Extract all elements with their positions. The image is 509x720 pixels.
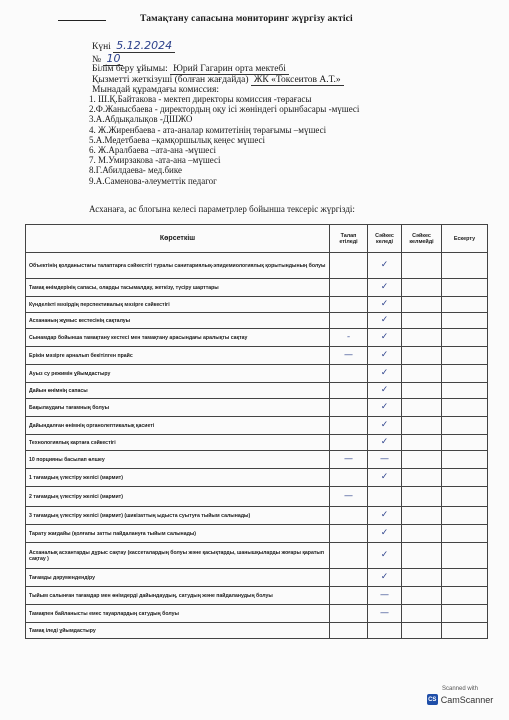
header-note: Ескерту [442,225,488,253]
row-required-cell [330,451,368,469]
row-required-cell [330,347,368,365]
row-compliant-cell [368,297,402,313]
row-note-cell [442,347,488,365]
row-compliant-cell [368,329,402,347]
row-indicator: Технологиялық картаға сәйкестігі [26,435,330,451]
compliant-mark: ✓ [380,385,389,395]
row-required-cell [330,399,368,417]
table-row [26,451,488,469]
row-noncompliant-cell [402,451,442,469]
row-note-cell [442,383,488,399]
row-indicator: Дайындалған өнімнің органолептикалық қасиеті [26,417,330,435]
table-row [26,469,488,487]
header-indicator: Көрсеткіш [26,225,330,253]
table-row [26,605,488,623]
row-compliant-cell [368,383,402,399]
commission-heading: Мынадай құрамдағы комиссия: [92,85,220,95]
compliant-mark: ✓ [380,472,389,482]
number-value: 10 [103,52,123,66]
compliant-mark: — [380,454,389,464]
row-required-cell [330,569,368,587]
row-note-cell [442,329,488,347]
row-note-cell [442,507,488,525]
school-label: Білім беру ұйымы: [92,64,168,74]
row-compliant-cell [368,525,402,543]
row-noncompliant-cell [402,623,442,639]
row-note-cell [442,525,488,543]
row-required-cell [330,279,368,297]
row-required-cell [330,623,368,639]
table-row [26,435,488,451]
row-required-cell [330,417,368,435]
top-rule [58,20,106,21]
row-required-cell [330,507,368,525]
row-noncompliant-cell [402,605,442,623]
row-required-cell [330,329,368,347]
row-noncompliant-cell [402,399,442,417]
supplier-line [92,75,344,85]
row-required-cell [330,297,368,313]
row-noncompliant-cell [402,253,442,279]
row-noncompliant-cell [402,487,442,507]
watermark-caption: Scanned with [441,686,479,692]
row-indicator: Бақылаудағы тағамның болуы [26,399,330,417]
compliant-mark: ✓ [380,368,389,378]
row-note-cell [442,313,488,329]
compliant-mark: ✓ [380,437,389,447]
row-compliant-cell [368,487,402,507]
commission-members [89,94,359,186]
compliant-mark: ✓ [380,299,389,309]
row-compliant-cell [368,417,402,435]
table-row [26,279,488,297]
row-compliant-cell [368,543,402,569]
school-value: Юрий Гагарин орта мектебі [170,64,289,75]
date-value: 5.12.2024 [113,39,175,53]
member-item: 6. Ж.Аралбаева –ата-ана -мүшесі [89,145,217,156]
required-mark: - [346,332,351,342]
row-compliant-cell [368,347,402,365]
date-label: Күні [92,42,111,52]
row-compliant-cell [368,451,402,469]
camscanner-watermark [424,686,496,705]
row-noncompliant-cell [402,313,442,329]
table-body [26,253,488,639]
row-compliant-cell [368,365,402,383]
member-item: 8.Г.Абилдаева- мед.бике [89,165,182,176]
supplier-value: ЖК «Токсеитов А.Т.» [251,75,344,86]
row-noncompliant-cell [402,279,442,297]
row-required-cell [330,525,368,543]
row-noncompliant-cell [402,297,442,313]
row-indicator: Тағамды дәрумендендіру [26,569,330,587]
row-note-cell [442,543,488,569]
row-noncompliant-cell [402,417,442,435]
row-indicator: 2 тағамдың үлестіру желісі (мармит) [26,487,330,507]
row-note-cell [442,469,488,487]
compliant-mark: ✓ [380,510,389,520]
row-required-cell [330,365,368,383]
row-note-cell [442,435,488,451]
compliant-mark: ✓ [380,332,389,342]
watermark-name: CamScanner [440,694,494,705]
row-note-cell [442,569,488,587]
row-indicator: 1 тағамдың үлестіру желісі (мармит) [26,469,330,487]
compliant-mark: ✓ [380,282,389,292]
row-indicator: Сынамдар бойынша тамақтану кестесі мен тамақтану арасындағы аралықты сақтау [26,329,330,347]
watermark-brand [424,694,496,705]
row-indicator: 10 порцияны басылап өлшеу [26,451,330,469]
member-item: 2.Ф.Жаныcбаева - директордың оқу ісі жөніндегі орынбасары -мүшесі [89,104,360,115]
row-compliant-cell [368,587,402,605]
table-header-row [26,225,488,253]
table-row [26,297,488,313]
row-note-cell [442,417,488,435]
row-compliant-cell [368,623,402,639]
table-row [26,365,488,383]
compliant-mark: ✓ [380,550,389,560]
table-row [26,329,488,347]
supplier-label: Қызметті жеткізуші (болған жағдайда) [92,75,249,85]
row-indicator: Ауыз су режимін ұйымдастыру [26,365,330,383]
header-required: Талап етіледі [330,225,368,253]
row-required-cell [330,469,368,487]
member-item: 7. М.Умирзакова -ата-ана –мүшесі [89,155,221,166]
row-compliant-cell [368,605,402,623]
row-compliant-cell [368,313,402,329]
school-line [92,64,289,74]
row-noncompliant-cell [402,569,442,587]
header-compliant: Сәйкес келеді [368,225,402,253]
row-note-cell [442,623,488,639]
row-compliant-cell [368,469,402,487]
table-row [26,623,488,639]
table-row [26,313,488,329]
row-required-cell [330,383,368,399]
row-indicator: Тыйым салынған тағамдар мен өнімдерді дайындаудың, сатудың және пайдаланудың болуы [26,587,330,605]
row-noncompliant-cell [402,507,442,525]
row-compliant-cell [368,399,402,417]
row-indicator: Тарату жағдайы (қолғапы затты пайдалануға тыйым салынады) [26,525,330,543]
member-item: 3.А.Абдықалықов -ДШЖО [89,114,193,125]
row-indicator: Дайын өнімнің сапасы [26,383,330,399]
member-item: 5.А.Медетбаева –қамқоршылық кеңес мүшесі [89,134,266,145]
row-note-cell [442,587,488,605]
monitoring-table [25,224,488,639]
row-indicator: Тамақпен байланысты емес тауарлардың сатудың болуы [26,605,330,623]
camscanner-logo-icon: CS [427,694,438,705]
row-noncompliant-cell [402,365,442,383]
intro-text: Асханаға, ас блогына келесі параметрлер бойынша тексеріс жүргізді: [89,204,355,214]
row-indicator: Тамақ іледі ұйымдастыру [26,623,330,639]
row-note-cell [442,253,488,279]
table-row [26,383,488,399]
row-noncompliant-cell [402,469,442,487]
required-mark: — [344,350,353,360]
compliant-mark: ✓ [380,315,389,325]
compliant-mark: ✓ [380,402,389,412]
number-label: № [92,55,102,65]
table-row [26,399,488,417]
row-noncompliant-cell [402,587,442,605]
row-indicator: Асханалық асхантарды дұрыс сақтау (кассеталардың болуы және қасықтарды, шанышқыларды жоғары қаратып сақтау ) [26,543,330,569]
row-note-cell [442,605,488,623]
row-noncompliant-cell [402,347,442,365]
row-required-cell [330,605,368,623]
compliant-mark: — [380,590,389,600]
member-item: 1. Ш.Қ.Байтакова - мектеп директоры комиссия -төрағасы [89,94,312,104]
table-row [26,507,488,525]
row-indicator: Асхананың жұмыс кестесінің сақталуы [26,313,330,329]
table-row [26,253,488,279]
row-note-cell [442,487,488,507]
member-item: 9.А.Саменова-әлеуметтік педагог [89,175,217,186]
table-row [26,543,488,569]
document-title: Тамақтану сапасына мониторинг жүргізу актісі [140,13,353,24]
row-noncompliant-cell [402,435,442,451]
table-row [26,417,488,435]
row-noncompliant-cell [402,525,442,543]
row-note-cell [442,279,488,297]
row-note-cell [442,297,488,313]
compliant-mark: ✓ [380,420,389,430]
row-indicator: 3 тағамдың үлестіру желісі (мармит) (шикізаттың ыдыста суытуға тыйым салынады) [26,507,330,525]
row-compliant-cell [368,435,402,451]
row-indicator: Объектінің қолданыстағы талаптарға сәйкестігі туралы санитариялық-эпидемиологиялық қорытындының болуы [26,253,330,279]
row-note-cell [442,399,488,417]
member-item: 4. Ж.Жиренбаева - ата-аналар комитетінің төрағымы –мүшесі [89,124,327,135]
row-note-cell [442,451,488,469]
row-compliant-cell [368,253,402,279]
row-compliant-cell [368,569,402,587]
row-noncompliant-cell [402,329,442,347]
table-row [26,525,488,543]
row-required-cell [330,253,368,279]
row-required-cell [330,313,368,329]
compliant-mark: ✓ [380,572,389,582]
row-indicator: Ерікін мәзірге арналып бекітілген прайс [26,347,330,365]
row-compliant-cell [368,507,402,525]
row-noncompliant-cell [402,383,442,399]
compliant-mark: ✓ [380,350,389,360]
date-line [92,39,175,52]
required-mark: — [344,491,353,501]
row-required-cell [330,487,368,507]
compliant-mark: ✓ [380,528,389,538]
row-required-cell [330,543,368,569]
compliant-mark: — [380,608,389,618]
required-mark: — [344,454,353,464]
compliant-mark: ✓ [380,260,389,270]
table-row [26,347,488,365]
row-required-cell [330,435,368,451]
row-required-cell [330,587,368,605]
row-compliant-cell [368,279,402,297]
table-row [26,487,488,507]
row-note-cell [442,365,488,383]
row-indicator: Күнделікті мәзірдің перспективалық мәзірге сәйкестігі [26,297,330,313]
header-noncompliant: Сәйкес келмейді [402,225,442,253]
table-row [26,587,488,605]
row-indicator: Тамақ өнімдерінің сапасы, оларды тасымалдау, жеткізу, түсіру шарттары [26,279,330,297]
table-row [26,569,488,587]
row-noncompliant-cell [402,543,442,569]
